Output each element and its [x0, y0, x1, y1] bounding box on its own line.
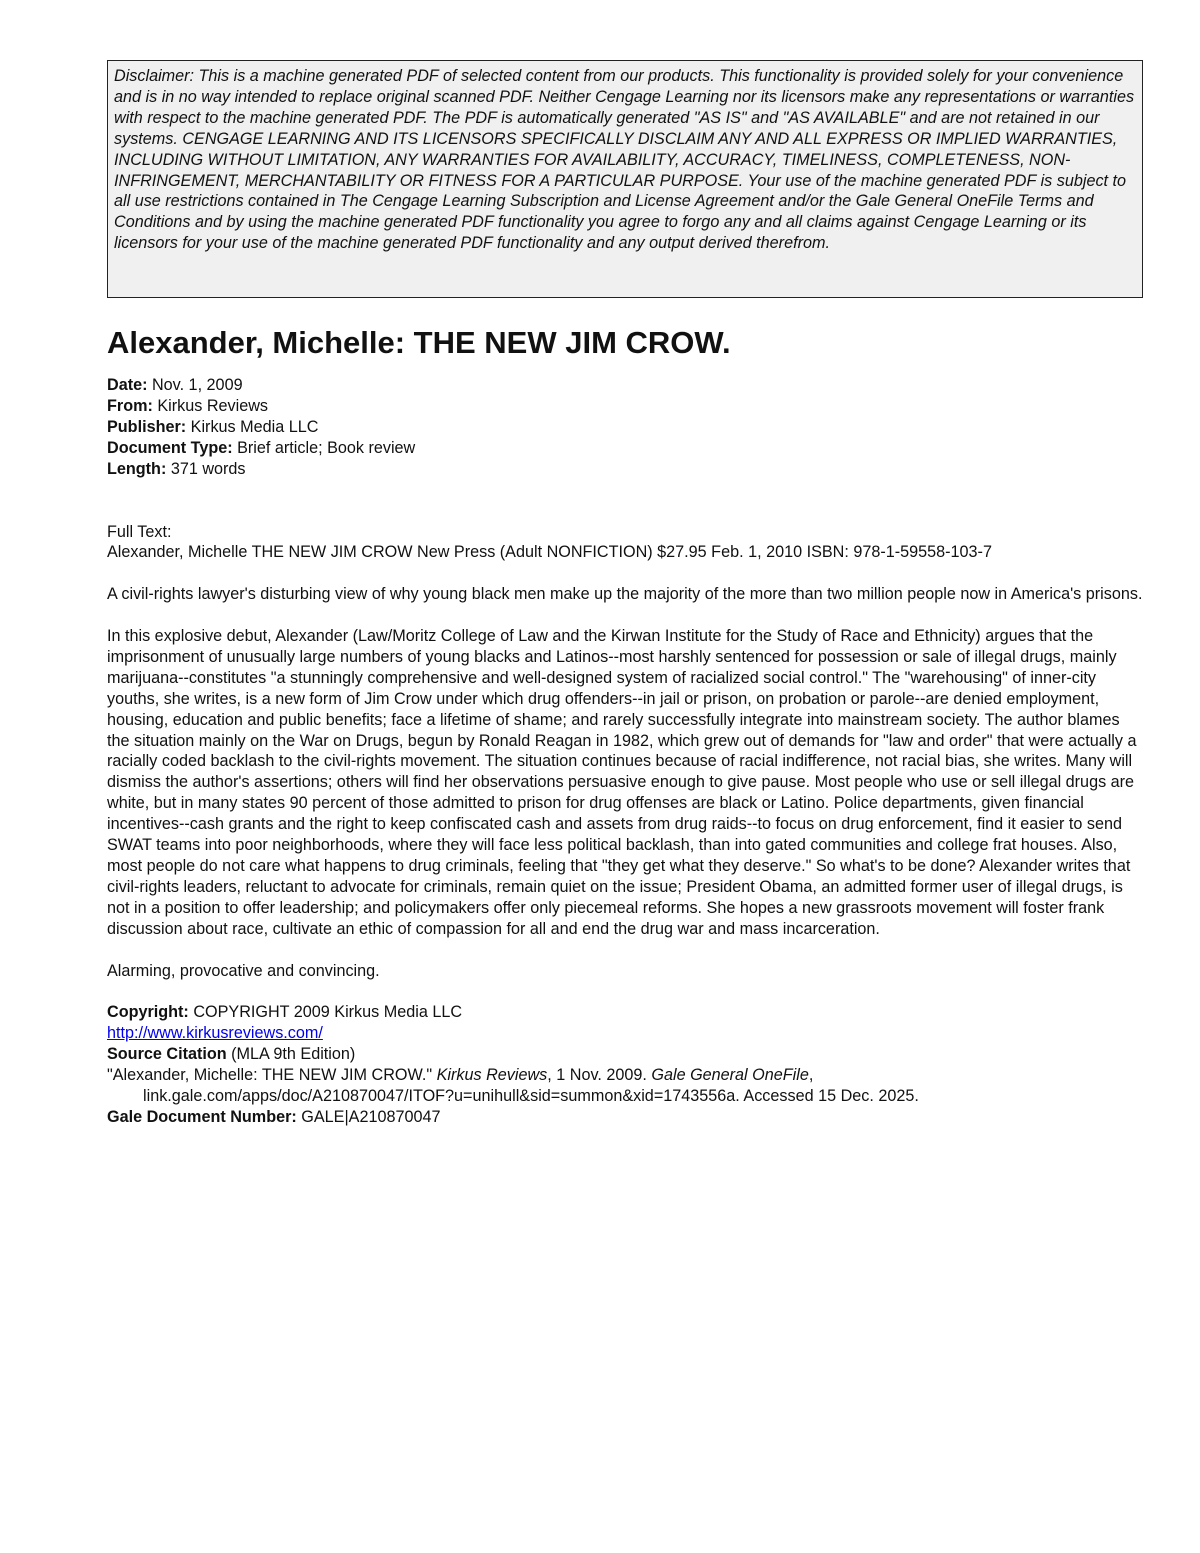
source-citation-heading	[107, 1044, 1143, 1065]
meta-publisher-value: Kirkus Media LLC	[186, 417, 319, 436]
gale-doc-label: Gale Document Number:	[107, 1107, 297, 1126]
meta-length-value: 371 words	[166, 459, 246, 478]
copyright-value: COPYRIGHT 2009 Kirkus Media LLC	[188, 1003, 463, 1022]
article-paragraph-1: A civil-rights lawyer's disturbing view of why young black men make up the majority of the more than two million people now in America's prisons.	[107, 585, 1143, 604]
citation-link-line: link.gale.com/apps/doc/A210870047/ITOF?u=unihull&sid=summon&xid=1743556a. Accessed 15 Dec. 2025.	[143, 1086, 919, 1105]
meta-document-type	[107, 438, 1143, 459]
article-paragraph-2: In this explosive debut, Alexander (Law/Moritz College of Law and the Kirwan Institute for the Study of Race and Ethnicity) argues that the imprisonment of unusually large numbers of young blacks and Latinos--most harshly sentenced for possession or sale of illegal drugs, mainly marijuana--constitutes "a stunningly comprehensive and well-designed system of racialized social control." The "warehousing" of inner-city youths, she writes, is a new form of Jim Crow under which drug offenders--in jail or prison, on probation or parole--are denied employment, housing, education and public benefits; face a lifetime of shame; and rarely successfully integrate into mainstream society. The author blames the situation mainly on the War on Drugs, begun by Ronald Reagan in 1982, which grew out of demands for "law and order" that were actually a racially coded backlash to the civil-rights movement. The situation continues because of racial indifference, not racial bias, she writes. Many will dismiss the author's assertions; others will find her observations persuasive enough to give pause. Most people who use or sell illegal drugs are white, but in many states 90 percent of those admitted to prison for drug offenses are black or Latino. Police departments, given financial incentives--cash grants and the right to keep confiscated cash and assets from drug raids--to focus on drug enforcement, find it easier to send SWAT teams into poor neighborhoods, where they will face less political backlash, than into gated communities and college frat houses. Also, most people do not care what happens to drug criminals, feeling that "they get what they deserve." So what's to be done? Alexander writes that civil-rights leaders, reluctant to advocate for criminals, remain quiet on the issue; President Obama, an admitted former user of illegal drugs, is not in a position to offer leadership; and policymakers offer only piecemeal reforms. She hopes a new grassroots movement will foster frank discussion about race, cultivate an ethic of compassion for all and end the drug war and mass incarceration.	[107, 627, 1137, 938]
meta-date-label: Date:	[107, 376, 148, 394]
gale-document-number	[107, 1107, 1143, 1128]
citation-title: "Alexander, Michelle: THE NEW JIM CROW."	[107, 1066, 437, 1085]
publisher-link[interactable]: http://www.kirkusreviews.com/	[107, 1024, 323, 1043]
article-title: Alexander, Michelle: THE NEW JIM CROW.	[107, 325, 731, 360]
citation-comma: ,	[808, 1066, 814, 1085]
meta-doctype-value: Brief article; Book review	[232, 438, 416, 457]
disclaimer-box	[107, 60, 1143, 298]
meta-from	[107, 396, 1143, 417]
copyright-label: Copyright:	[107, 1003, 189, 1022]
meta-length	[107, 459, 1143, 480]
meta-date	[107, 375, 1143, 396]
source-info-block	[107, 1002, 1143, 1127]
meta-publisher	[107, 417, 1143, 438]
full-text-label: Full Text:	[107, 522, 172, 541]
citation-journal: Kirkus Reviews	[436, 1066, 548, 1085]
gale-doc-value: GALE|A210870047	[296, 1107, 441, 1126]
copyright-line	[107, 1002, 1143, 1023]
meta-length-label: Length:	[107, 459, 167, 478]
document-page	[107, 60, 1143, 1128]
citation-date: , 1 Nov. 2009.	[547, 1066, 652, 1085]
meta-from-label: From:	[107, 396, 153, 415]
source-citation-label: Source Citation	[107, 1045, 227, 1064]
disclaimer-text: Disclaimer: This is a machine generated PDF of selected content from our products. This functionality is provided solely for your convenience and is in no way intended to replace original scanned PDF. Neither Cengage Learning nor its licensors make any representations or warranties with respect to the machine generated PDF. The PDF is automatically generated "AS IS" and "AS AVAILABLE" and are not retained in our systems. CENGAGE LEARNING AND ITS LICENSORS SPECIFICALLY DISCLAIM ANY AND ALL EXPRESS OR IMPLIED WARRANTIES, INCLUDING WITHOUT LIMITATION, ANY WARRANTIES FOR AVAILABILITY, ACCURACY, TIMELINESS, COMPLETENESS, NON-INFRINGEMENT, MERCHANTABILITY OR FITNESS FOR A PARTICULAR PURPOSE. Your use of the machine generated PDF is subject to all use restrictions contained in The Cengage Learning Subscription and License Agreement and/or the Gale General OneFile Terms and Conditions and by using the machine generated PDF functionality you agree to forgo any and all claims against Cengage Learning or its licensors for your use of the machine generated PDF functionality and any output derived therefrom.	[114, 67, 1135, 253]
source-citation-edition: (MLA 9th Edition)	[226, 1045, 356, 1064]
citation-line	[107, 1065, 1143, 1086]
bibliographic-line: Alexander, Michelle THE NEW JIM CROW New Press (Adult NONFICTION) $27.95 Feb. 1, 2010 ISBN: 978-1-59558-103-7	[107, 543, 992, 562]
meta-date-value: Nov. 1, 2009	[147, 376, 243, 394]
article-paragraph-3: Alarming, provocative and convincing.	[107, 961, 380, 980]
article-metadata	[107, 375, 1143, 480]
meta-doctype-label: Document Type:	[107, 438, 233, 457]
meta-publisher-label: Publisher:	[107, 417, 187, 436]
citation-database: Gale General OneFile	[651, 1066, 809, 1085]
meta-from-value: Kirkus Reviews	[152, 396, 268, 415]
